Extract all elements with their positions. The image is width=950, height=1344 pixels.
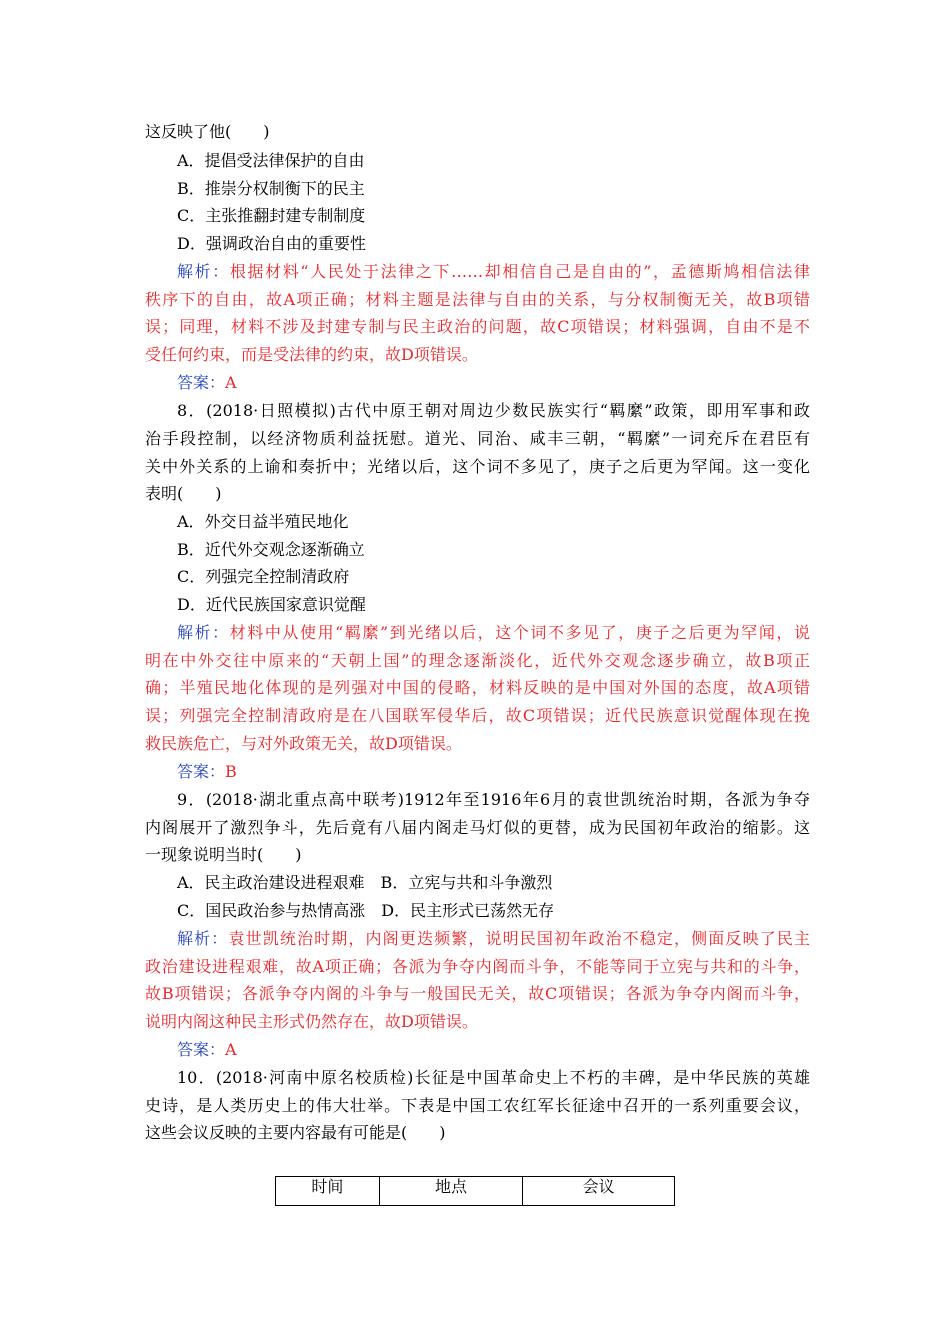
q8-option-b: B．近代外交观念逐渐确立 xyxy=(177,540,365,559)
q7-answer: 答案：A xyxy=(177,373,237,392)
q9-options-row-2: C．国民政治参与热情高涨 D．民主形式已荡然无存 xyxy=(177,901,555,920)
q10-stem-line-3: 这些会议反映的主要内容最有可能是( ) xyxy=(145,1123,446,1142)
q8-analysis-line-2: 明在中外交往中原来的“天朝上国”的理念逐渐淡化，近代外交观念逐步确立，故B项正 xyxy=(145,651,810,670)
q10-stem-line-1: 10．(2018·河南中原名校质检)长征是中国革命史上不朽的丰碑，是中华民族的英雄 xyxy=(177,1068,810,1087)
q8-analysis-line-1: 解析：材料中从使用“羁縻”到光绪以后，这个词不多见了，庚子之后更为罕闻，说 xyxy=(177,623,810,642)
q8-option-c: C．列强完全控制清政府 xyxy=(177,567,350,586)
q7-option-b: B．推崇分权制衡下的民主 xyxy=(177,179,365,198)
q7-stem-tail: 这反映了他( ) xyxy=(145,122,270,141)
q8-option-a: A．外交日益半殖民地化 xyxy=(177,512,349,531)
q9-analysis-line-2: 政治建设进程艰难，故A项正确；各派为争夺内阁而斗争，不能等同于立宪与共和的斗争， xyxy=(145,957,810,976)
q8-stem-line-2: 治手段控制，以经济物质利益抚慰。道光、同治、咸丰三朝，“羁縻”一词充斥在君臣有 xyxy=(145,429,810,448)
q7-analysis-line-4: 受任何约束，而是受法律的约束，故D项错误。 xyxy=(145,345,478,364)
q10-stem-line-2: 史诗，是人类历史上的伟大壮举。下表是中国工农红军长征途中召开的一系列重要会议， xyxy=(145,1096,810,1115)
q8-stem-line-3: 关中外关系的上谕和奏折中；光绪以后，这个词不多见了，庚子之后更为罕闻。这一变化 xyxy=(145,457,810,476)
q8-stem-line-4: 表明( ) xyxy=(145,484,222,503)
q9-analysis-line-1: 解析：袁世凯统治时期，内阁更迭频繁，说明民国初年政治不稳定，侧面反映了民主 xyxy=(177,929,810,948)
q9-stem-line-2: 内阁展开了激烈争斗，先后竟有八届内阁走马灯似的更替，成为民国初年政治的缩影。这 xyxy=(145,818,810,837)
q7-analysis-line-3: 误；同理，材料不涉及封建专制与民主政治的问题，故C项错误；材料强调，自由不是不 xyxy=(145,317,810,336)
table-header-meeting: 会议 xyxy=(523,1177,675,1206)
q7-analysis-line-1: 解析：根据材料“人民处于法律之下……却相信自己是自由的”，孟德斯鸠相信法律 xyxy=(177,262,810,281)
q7-option-d: D．强调政治自由的重要性 xyxy=(177,234,366,253)
q8-analysis-line-3: 确；半殖民地化体现的是列强对中国的侵略，材料反映的是中国对外国的态度，故A项错 xyxy=(145,678,810,697)
q9-answer-value: A xyxy=(225,1040,237,1059)
q9-analysis-line-4: 说明内阁这种民主形式仍然存在，故D项错误。 xyxy=(145,1012,478,1031)
q9-options-row-1: A．民主政治建设进程艰难 B．立宪与共和斗争激烈 xyxy=(177,873,553,892)
q9-stem-line-3: 一现象说明当时( ) xyxy=(145,845,302,864)
q7-analysis-label: 解析： xyxy=(177,262,230,281)
q7-option-c: C．主张推翻封建专制制度 xyxy=(177,206,366,225)
q7-analysis-line-2: 秩序下的自由，故A项正确；材料主题是法律与自由的关系，与分权制衡无关，故B项错 xyxy=(145,290,810,309)
q9-analysis-label: 解析： xyxy=(177,929,229,948)
q9-stem-line-1: 9．(2018·湖北重点高中联考)1912年至1916年6月的袁世凯统治时期，各派为争夺 xyxy=(177,790,810,809)
q8-analysis-line-5: 救民族危亡，与对外政策无关，故D项错误。 xyxy=(145,734,462,753)
q9-answer: 答案：A xyxy=(177,1040,237,1059)
q9-analysis-line-3: 故B项错误；各派争夺内阁的斗争与一般国民无关，故C项错误；各派为争夺内阁而斗争， xyxy=(145,984,810,1003)
q8-answer-value: B xyxy=(225,762,237,781)
table-header-row xyxy=(276,1177,675,1206)
q7-option-a: A．提倡受法律保护的自由 xyxy=(177,151,365,170)
table-header-place: 地点 xyxy=(379,1177,523,1206)
q8-analysis-label: 解析： xyxy=(177,623,230,642)
meetings-table xyxy=(275,1176,675,1206)
q8-stem-line-1: 8．(2018·日照模拟)古代中原王朝对周边少数民族实行“羁縻”政策，即用军事和政 xyxy=(177,401,810,420)
table-header-time: 时间 xyxy=(276,1177,380,1206)
q8-option-d: D．近代民族国家意识觉醒 xyxy=(177,595,366,614)
q8-answer: 答案：B xyxy=(177,762,237,781)
q8-analysis-line-4: 误；列强完全控制清政府是在八国联军侵华后，故C项错误；近代民族意识觉醒体现在挽 xyxy=(145,706,810,725)
q7-answer-value: A xyxy=(225,373,237,392)
